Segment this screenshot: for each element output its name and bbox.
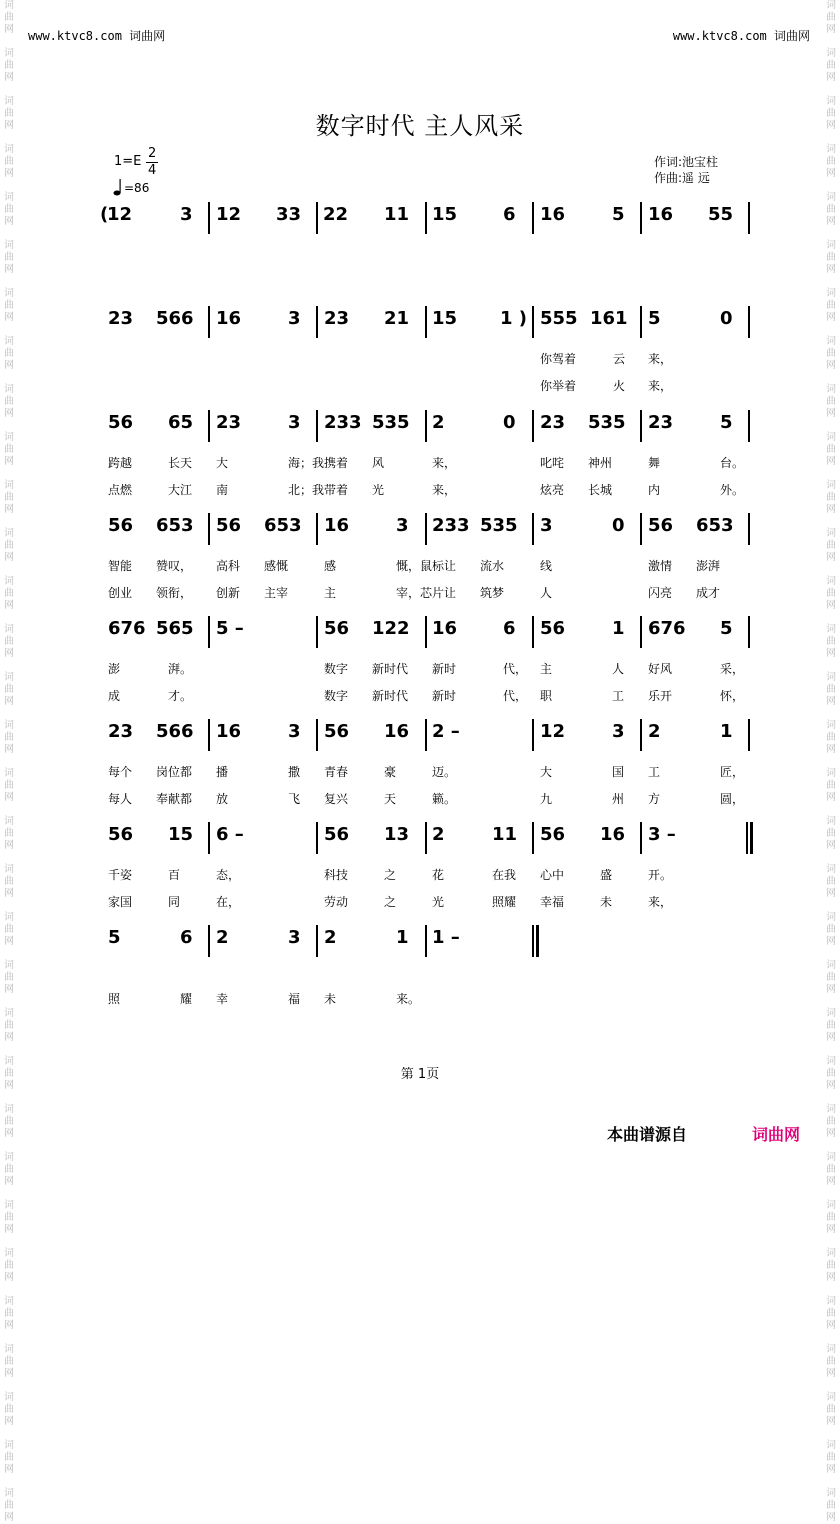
note-6-6: 11: [492, 824, 518, 845]
lyric-verse2-6-4: 之: [384, 895, 397, 909]
lyric-verse2-3-5: 宰，芯片让: [396, 586, 457, 600]
lyric-verse1-5-10: 匠，: [720, 765, 745, 779]
lyric-verse1-4-8: 好风: [648, 662, 673, 676]
watermark-left: 词 曲 网 词 曲 网 词 曲 网 词 曲 网 词 曲 网 词 曲 网 词 曲 网 词 曲 网 词 曲 网 词 曲 网 词 曲 网 词 曲 网 词 曲 网 词 曲 网 词 曲 网 词 曲 网 词 曲 网 词 曲 网 词 曲 网 词 曲 网 词 曲 网 词 曲 网 词 曲 网 词 曲 网 词 曲 网 词 曲 网 词 曲 网 词 曲 网 词 曲 网 词 曲 网 词 曲 网 词 曲 网: [4, 0, 14, 1523]
bar-line-1-2: [425, 306, 427, 338]
bar-line-4-5: [748, 616, 750, 648]
bar-line-6-1: [316, 822, 318, 854]
lyric-verse1-5-5: 豪: [384, 765, 397, 779]
note-2-6: 2: [432, 412, 445, 433]
note-5-0: 23: [108, 721, 134, 742]
lyric-verse1-2-8: 舞: [648, 456, 661, 470]
note-0-4: 33: [276, 204, 302, 225]
lyric-verse1-2-0: 跨越: [108, 456, 133, 470]
lyric-verse1-4-1: 湃。: [168, 662, 193, 676]
note-0-10: 5: [612, 204, 625, 225]
note-6-3: 56: [324, 824, 350, 845]
note-7-4: 2: [324, 927, 337, 948]
final-barline-thick: [536, 925, 539, 957]
bar-line-2-5: [748, 410, 750, 442]
bar-line-1-5: [748, 306, 750, 338]
note-2-9: 535: [588, 412, 626, 433]
bar-line-0-5: [748, 202, 750, 234]
note-3-4: 16: [324, 515, 350, 536]
bar-line-5-4: [640, 719, 642, 751]
watermark-right: 词 曲 网 词 曲 网 词 曲 网 词 曲 网 词 曲 网 词 曲 网 词 曲 网 词 曲 网 词 曲 网 词 曲 网 词 曲 网 词 曲 网 词 曲 网 词 曲 网 词 曲 网 词 曲 网 词 曲 网 词 曲 网 词 曲 网 词 曲 网 词 曲 网 词 曲 网 词 曲 网 词 曲 网 词 曲 网 词 曲 网 词 曲 网 词 曲 网 词 曲 网 词 曲 网 词 曲 网 词 曲 网: [826, 0, 836, 1523]
note-4-5: 16: [432, 618, 458, 639]
lyric-verse2-4-3: 新时代: [372, 689, 409, 703]
lyric-verse2-2-4: 光: [372, 483, 385, 497]
lyric-verse1-6-6: 在我: [492, 868, 517, 882]
song-title: 数字时代 主人风采: [315, 112, 525, 140]
bar-line-3-0: [208, 513, 210, 545]
source-site[interactable]: 词曲网: [752, 1125, 801, 1144]
lyric-verse1-5-2: 播: [216, 765, 229, 779]
lyric-verse1-5-0: 每个: [108, 765, 133, 779]
bar-line-5-3: [532, 719, 534, 751]
note-5-3: 3: [288, 721, 301, 742]
note-2-11: 5: [720, 412, 733, 433]
lyric-verse2-2-3: 北；我带着: [288, 483, 349, 497]
bar-line-6-3: [532, 822, 534, 854]
bar-line-0-3: [532, 202, 534, 234]
note-0-5: 22: [323, 204, 349, 225]
lyric-verse2-5-8: 州: [612, 792, 625, 806]
note-5-1: 566: [156, 721, 194, 742]
bar-line-2-2: [425, 410, 427, 442]
lyric-verse1-2-7: 神州: [588, 456, 613, 470]
lyric-verse1-3-5: 慨，鼠标让: [396, 559, 457, 573]
lyric-verse1-4-2: 数字: [324, 662, 349, 676]
note-0-7: 15: [432, 204, 458, 225]
note-4-8: 1: [612, 618, 625, 639]
lyric-verse2-5-6: 籁。: [432, 792, 457, 806]
note-3-2: 56: [216, 515, 242, 536]
note-1-6: 15: [432, 308, 458, 329]
note-0-6: 11: [384, 204, 410, 225]
note-3-5: 3: [396, 515, 409, 536]
bar-line-2-1: [316, 410, 318, 442]
lyric-verse2-3-9: 成才: [696, 586, 721, 600]
lyric-verse2-5-2: 放: [216, 792, 229, 806]
bar-line-4-0: [208, 616, 210, 648]
note-0-11: 16: [648, 204, 674, 225]
bar-line-3-3: [532, 513, 534, 545]
note-1-4: 23: [324, 308, 350, 329]
note-5-8: 3: [612, 721, 625, 742]
lyric-verse2-4-9: 怀，: [720, 689, 745, 703]
lyric-verse2-2-1: 大江: [168, 483, 193, 497]
time-signature-top: 2: [148, 146, 157, 161]
note-4-9: 676: [648, 618, 686, 639]
lyric-verse2-3-1: 领衔，: [156, 586, 193, 600]
lyric-verse2-6-1: 同: [168, 895, 181, 909]
lyric-verse1-4-6: 主: [540, 662, 553, 676]
lyric-verse2-3-0: 创业: [108, 586, 133, 600]
repeat-barline-thin: [746, 822, 748, 854]
lyric-verse1-6-7: 心中: [540, 868, 565, 882]
lyric-verse1-2-1: 长天: [168, 456, 193, 470]
lyric-verse2-6-9: 来，: [648, 895, 673, 909]
note-6-2: 6 –: [216, 824, 244, 845]
lyric-verse2-5-7: 九: [540, 792, 553, 806]
lyric-verse1-6-1: 百: [168, 868, 181, 882]
note-6-1: 15: [168, 824, 194, 845]
note-4-7: 56: [540, 618, 566, 639]
lyric-verse2-6-7: 幸福: [540, 895, 565, 909]
lyric-verse1-1-1: 云: [613, 352, 626, 366]
note-1-10: 5: [648, 308, 661, 329]
lyric-verse2-4-5: 代，: [503, 689, 528, 703]
lyric-verse1-6-4: 之: [384, 868, 397, 882]
lyric-verse1-5-1: 岗位都: [156, 765, 193, 779]
key-signature: 1=E: [114, 154, 142, 169]
lyric-verse2-1-0: 你举着: [540, 379, 577, 393]
note-2-0: 56: [108, 412, 134, 433]
bar-line-1-4: [640, 306, 642, 338]
lyric-verse1-3-4: 感: [324, 559, 337, 573]
bar-line-5-2: [425, 719, 427, 751]
note-6-4: 13: [384, 824, 410, 845]
note-6-5: 2: [432, 824, 445, 845]
lyric-verse2-5-4: 复兴: [324, 792, 349, 806]
lyric-verse1-2-3: 海；我携着: [288, 456, 349, 470]
lyric-verse1-7-0: 照: [108, 992, 121, 1006]
lyric-verse2-3-7: 人: [540, 586, 553, 600]
lyric-verse1-7-1: 耀: [180, 992, 193, 1006]
note-1-11: 0: [720, 308, 733, 329]
lyric-verse1-6-8: 盛: [600, 868, 613, 882]
lyric-verse2-5-0: 每人: [108, 792, 133, 806]
note-4-0: 676: [108, 618, 146, 639]
lyric-verse1-1-2: 来，: [648, 352, 673, 366]
note-2-3: 3: [288, 412, 301, 433]
lyric-verse2-5-3: 飞: [288, 792, 301, 806]
final-barline-thin: [532, 925, 534, 957]
note-1-0: 23: [108, 308, 134, 329]
lyric-verse2-6-3: 劳动: [324, 895, 349, 909]
note-1-7: 1 ): [500, 308, 528, 329]
note-5-4: 56: [324, 721, 350, 742]
note-3-0: 56: [108, 515, 134, 536]
bar-line-1-0: [208, 306, 210, 338]
lyric-verse2-2-9: 外。: [720, 483, 745, 497]
bar-line-0-0: [208, 202, 210, 234]
header-url-left[interactable]: www.ktvc8.com 词曲网: [28, 29, 166, 43]
note-4-3: 56: [324, 618, 350, 639]
bar-line-1-3: [532, 306, 534, 338]
lyric-verse2-6-0: 家国: [108, 895, 133, 909]
note-7-6: 1 –: [432, 927, 460, 948]
lyric-verse2-2-7: 长城: [588, 483, 613, 497]
lyric-verse2-6-2: 在，: [216, 895, 241, 909]
note-0-12: 55: [708, 204, 734, 225]
lyric-verse2-3-4: 主: [324, 586, 337, 600]
lyric-verse1-5-3: 撒: [288, 765, 301, 779]
bar-line-0-1: [316, 202, 318, 234]
bar-line-3-5: [748, 513, 750, 545]
note-2-8: 23: [540, 412, 566, 433]
note-5-7: 12: [540, 721, 566, 742]
lyric-verse1-5-9: 工: [648, 765, 661, 779]
lyric-verse1-6-9: 开。: [648, 868, 673, 882]
lyric-verse1-6-0: 千姿: [108, 868, 133, 882]
lyric-verse1-4-0: 澎: [108, 662, 121, 676]
lyric-verse2-2-8: 内: [648, 483, 661, 497]
note-1-9: 161: [590, 308, 628, 329]
lyric-verse1-3-0: 智能: [108, 559, 133, 573]
lyric-verse1-4-9: 采，: [720, 662, 745, 676]
note-1-8: 555: [540, 308, 578, 329]
lyric-verse2-4-1: 才。: [168, 689, 193, 703]
note-1-5: 21: [384, 308, 410, 329]
lyric-verse2-2-2: 南: [216, 483, 229, 497]
note-5-6: 2 –: [432, 721, 460, 742]
bar-line-2-4: [640, 410, 642, 442]
bar-line-3-4: [640, 513, 642, 545]
lyric-verse2-6-8: 未: [600, 895, 613, 909]
lyric-verse2-4-4: 新时: [432, 689, 457, 703]
bar-line-1-1: [316, 306, 318, 338]
bar-line-5-5: [748, 719, 750, 751]
note-7-3: 3: [288, 927, 301, 948]
lyric-verse1-3-6: 流水: [480, 559, 505, 573]
lyric-verse1-5-7: 大: [540, 765, 553, 779]
note-3-7: 535: [480, 515, 518, 536]
lyric-verse1-5-6: 迈。: [432, 765, 457, 779]
lyric-verse2-1-2: 来，: [648, 379, 673, 393]
note-4-4: 122: [372, 618, 410, 639]
lyric-verse2-5-10: 圆，: [720, 792, 745, 806]
note-6-8: 16: [600, 824, 626, 845]
note-4-10: 5: [720, 618, 733, 639]
lyric-verse1-7-5: 来。: [396, 992, 421, 1006]
lyric-verse2-4-2: 数字: [324, 689, 349, 703]
note-6-7: 56: [540, 824, 566, 845]
note-2-5: 535: [372, 412, 410, 433]
lyric-verse2-6-6: 照耀: [492, 895, 517, 909]
lyric-verse2-4-8: 乐开: [648, 689, 673, 703]
bar-line-6-4: [640, 822, 642, 854]
lyric-verse1-5-4: 青春: [324, 765, 349, 779]
page-number: 第 1页: [400, 1067, 440, 1082]
note-3-8: 3: [540, 515, 553, 536]
lyric-verse2-4-7: 工: [612, 689, 625, 703]
lyric-verse2-2-6: 炫亮: [540, 483, 565, 497]
note-0-1: 12: [107, 204, 133, 225]
note-5-5: 16: [384, 721, 410, 742]
note-0-0: (: [100, 204, 109, 225]
note-1-2: 16: [216, 308, 242, 329]
lyric-verse1-2-6: 叱咤: [540, 456, 565, 470]
lyric-verse1-5-8: 国: [612, 765, 625, 779]
lyric-verse1-3-2: 高科: [216, 559, 241, 573]
tempo: =86: [124, 181, 150, 195]
lyric-verse1-4-4: 新时: [432, 662, 457, 676]
note-5-2: 16: [216, 721, 242, 742]
note-6-0: 56: [108, 824, 134, 845]
bar-line-4-1: [316, 616, 318, 648]
lyric-verse2-5-9: 方: [648, 792, 661, 806]
lyric-verse1-4-7: 人: [612, 662, 625, 676]
composer: 作曲:遥 远: [654, 171, 710, 185]
lyric-verse2-4-6: 职: [540, 689, 553, 703]
time-signature-bottom: 4: [148, 163, 157, 178]
note-3-6: 233: [432, 515, 470, 536]
bar-line-7-1: [316, 925, 318, 957]
lyric-verse1-2-9: 台。: [720, 456, 745, 470]
bar-line-0-2: [425, 202, 427, 234]
note-5-9: 2: [648, 721, 661, 742]
lyric-verse1-2-2: 大: [216, 456, 229, 470]
note-7-0: 5: [108, 927, 121, 948]
note-4-6: 6: [503, 618, 516, 639]
lyric-verse1-3-8: 激情: [648, 559, 673, 573]
note-4-2: 5 –: [216, 618, 244, 639]
lyricist: 作词:池宝柱: [654, 155, 719, 169]
bar-line-5-0: [208, 719, 210, 751]
lyric-verse2-3-6: 筑梦: [480, 586, 505, 600]
note-4-1: 565: [156, 618, 194, 639]
bar-line-4-4: [640, 616, 642, 648]
bar-line-2-0: [208, 410, 210, 442]
lyric-verse2-2-5: 来，: [432, 483, 457, 497]
note-0-2: 3: [180, 204, 193, 225]
lyric-verse1-3-7: 线: [540, 559, 553, 573]
lyric-verse2-3-3: 主宰: [264, 586, 289, 600]
lyric-verse1-2-5: 来，: [432, 456, 457, 470]
note-2-1: 65: [168, 412, 194, 433]
bar-line-6-0: [208, 822, 210, 854]
note-7-1: 6: [180, 927, 193, 948]
lyric-verse1-7-2: 幸: [216, 992, 229, 1006]
lyric-verse2-5-1: 奉献都: [156, 792, 193, 806]
note-1-3: 3: [288, 308, 301, 329]
lyric-verse1-3-9: 澎湃: [696, 559, 721, 573]
lyric-verse1-2-4: 风: [372, 456, 385, 470]
lyric-verse2-5-5: 天: [384, 792, 397, 806]
note-6-9: 3 –: [648, 824, 676, 845]
note-2-2: 23: [216, 412, 242, 433]
repeat-barline-thick: [750, 822, 753, 854]
bar-line-7-0: [208, 925, 210, 957]
note-0-8: 6: [503, 204, 516, 225]
note-7-5: 1: [396, 927, 409, 948]
lyric-verse2-3-8: 闪亮: [648, 586, 673, 600]
source-label: 本曲谱源自: [607, 1125, 688, 1144]
bar-line-2-3: [532, 410, 534, 442]
bar-line-3-1: [316, 513, 318, 545]
note-1-1: 566: [156, 308, 194, 329]
lyric-verse1-4-3: 新时代: [372, 662, 409, 676]
note-7-2: 2: [216, 927, 229, 948]
bar-line-3-2: [425, 513, 427, 545]
lyric-verse2-1-1: 火: [613, 379, 626, 393]
bar-line-4-3: [532, 616, 534, 648]
bar-line-4-2: [425, 616, 427, 648]
note-2-7: 0: [503, 412, 516, 433]
bar-line-0-4: [640, 202, 642, 234]
lyric-verse2-3-2: 创新: [216, 586, 241, 600]
lyric-verse1-7-4: 未: [324, 992, 337, 1006]
note-0-9: 16: [540, 204, 566, 225]
note-2-10: 23: [648, 412, 674, 433]
lyric-verse1-4-5: 代，: [503, 662, 528, 676]
note-2-4: 233: [324, 412, 362, 433]
note-3-9: 0: [612, 515, 625, 536]
note-3-1: 653: [156, 515, 194, 536]
lyric-verse1-6-2: 态，: [216, 868, 241, 882]
bar-line-7-2: [425, 925, 427, 957]
lyric-verse2-2-0: 点燃: [108, 483, 133, 497]
note-3-10: 56: [648, 515, 674, 536]
note-3-11: 653: [696, 515, 734, 536]
lyric-verse1-1-0: 你驾着: [540, 352, 577, 366]
bar-line-6-2: [425, 822, 427, 854]
lyric-verse1-3-1: 赞叹，: [156, 559, 193, 573]
quarter-note-icon: [113, 178, 123, 200]
lyric-verse1-6-3: 科技: [324, 868, 349, 882]
lyric-verse1-7-3: 福: [288, 992, 301, 1006]
note-5-10: 1: [720, 721, 733, 742]
header-url-right[interactable]: www.ktvc8.com 词曲网: [672, 29, 810, 43]
lyric-verse1-6-5: 花: [432, 868, 445, 882]
lyric-verse2-6-5: 光: [432, 895, 445, 909]
lyric-verse2-4-0: 成: [108, 689, 121, 703]
lyric-verse1-3-3: 感慨: [264, 559, 289, 573]
note-3-3: 653: [264, 515, 302, 536]
note-0-3: 12: [216, 204, 242, 225]
bar-line-5-1: [316, 719, 318, 751]
